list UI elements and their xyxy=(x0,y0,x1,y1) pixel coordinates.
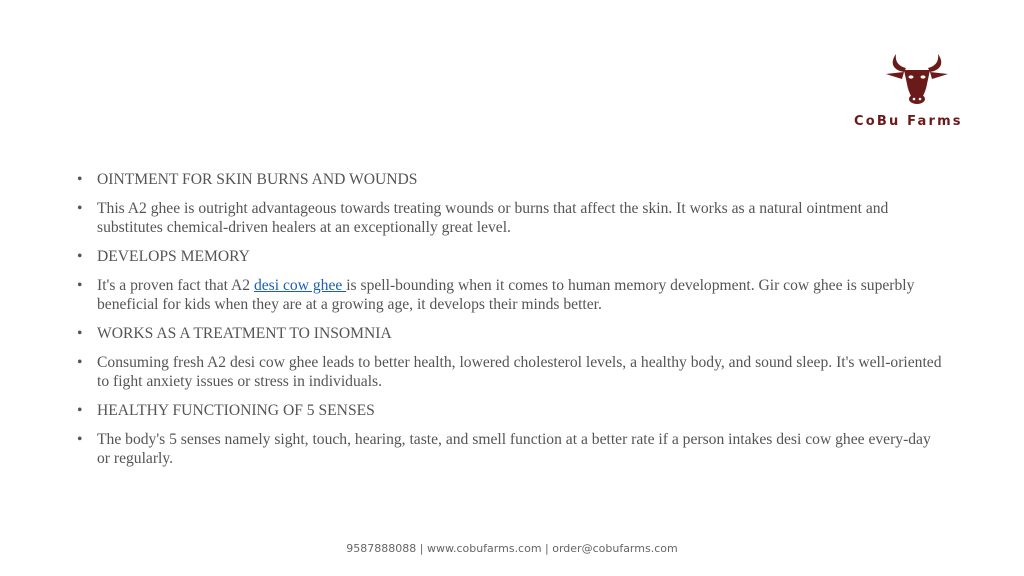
bullet-list xyxy=(97,170,947,478)
list-item: • WORKS AS A TREATMENT TO INSOMNIA xyxy=(97,324,947,343)
desi-cow-ghee-link[interactable]: desi cow ghee xyxy=(253,277,347,294)
list-item: • The body's 5 senses namely sight, touch, hearing, taste, and smell function at a better rate if a person intakes desi cow ghee every-day or regularly. xyxy=(97,430,947,468)
brand-name: CoBu Farms xyxy=(854,114,963,129)
list-item: • Consuming fresh A2 desi cow ghee leads to better health, lowered cholesterol levels, a healthy body, and sound sleep. It's well-oriented to fight anxiety issues or stress in individuals. xyxy=(97,353,947,391)
list-item xyxy=(97,276,947,314)
list-item: • OINTMENT FOR SKIN BURNS AND WOUNDS xyxy=(97,170,947,189)
list-item: • HEALTHY FUNCTIONING OF 5 SENSES xyxy=(97,401,947,420)
list-item-text: It's a proven fact that A2 xyxy=(97,277,254,294)
list-item: • This A2 ghee is outright advantageous towards treating wounds or burns that affect the skin. It works as a natural ointment and substitutes chemical-driven healers at an exceptionally great level. xyxy=(97,199,947,237)
footer-contact: 9587888088 | www.cobufarms.com | order@cobufarms.com xyxy=(346,542,678,555)
brand-logo xyxy=(848,46,988,136)
list-item-text: is spell-bounding when it comes to human memory development. Gir cow ghee is superbly beneficial for kids when they are at a growing age, it develops their minds better. xyxy=(97,277,915,313)
list-item: • DEVELOPS MEMORY xyxy=(97,247,947,266)
bull-head-icon xyxy=(882,46,952,106)
